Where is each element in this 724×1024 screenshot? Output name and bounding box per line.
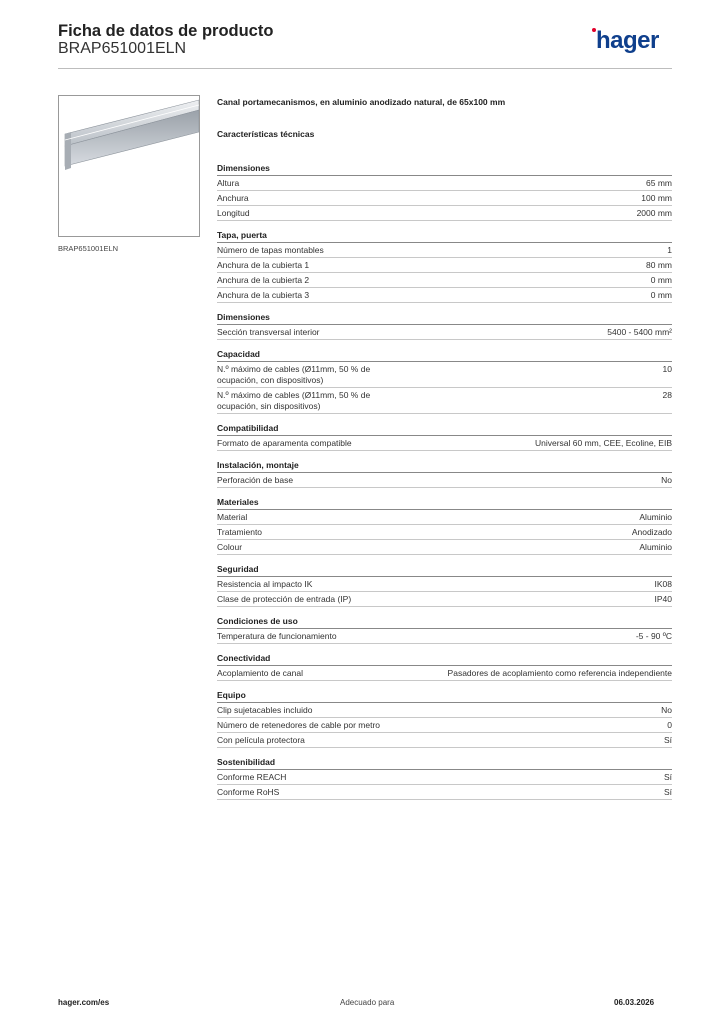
spec-label: Temperatura de funcionamiento bbox=[217, 631, 337, 641]
product-description: Canal portamecanismos, en aluminio anodizado natural, de 65x100 mm bbox=[217, 97, 506, 107]
spec-section bbox=[217, 344, 672, 418]
spec-label: Longitud bbox=[217, 208, 250, 218]
spec-label: Colour bbox=[217, 542, 243, 552]
spec-label: Conforme REACH bbox=[217, 772, 287, 782]
spec-value: Sí bbox=[663, 735, 672, 745]
section-title: Dimensiones bbox=[217, 307, 672, 325]
spec-label: N.º máximo de cables (Ø11mm, 50 % de ocupación, sin dispositivos) bbox=[217, 390, 371, 411]
spec-label: Anchura de la cubierta 3 bbox=[217, 290, 310, 300]
spec-value: IP40 bbox=[654, 594, 672, 604]
spec-section bbox=[217, 685, 672, 752]
spec-value: Pasadores de acoplamiento como referencia independiente bbox=[447, 668, 672, 678]
spec-row bbox=[217, 243, 672, 258]
spec-value: Aluminio bbox=[639, 542, 672, 552]
spec-row bbox=[217, 666, 672, 681]
spec-value: 10 bbox=[662, 364, 672, 374]
spec-row bbox=[217, 273, 672, 288]
spec-row bbox=[217, 785, 672, 800]
spec-value: 80 mm bbox=[646, 260, 672, 270]
spec-label: Con película protectora bbox=[217, 735, 305, 745]
spec-row bbox=[217, 703, 672, 718]
footer-date: 06.03.2026 bbox=[614, 998, 655, 1007]
header-divider bbox=[58, 68, 672, 69]
spec-row bbox=[217, 258, 672, 273]
spec-label: N.º máximo de cables (Ø11mm, 50 % de ocupación, con dispositivos) bbox=[217, 364, 371, 385]
spec-value: 2000 mm bbox=[636, 208, 672, 218]
spec-row bbox=[217, 629, 672, 644]
spec-label: Anchura de la cubierta 2 bbox=[217, 275, 310, 285]
section-title: Compatibilidad bbox=[217, 418, 672, 436]
section-title: Sostenibilidad bbox=[217, 752, 672, 770]
spec-label: Perforación de base bbox=[217, 475, 294, 485]
spec-sections bbox=[217, 158, 672, 804]
footer-center-text: Adecuado para bbox=[340, 998, 395, 1007]
section-title: Instalación, montaje bbox=[217, 455, 672, 473]
spec-section bbox=[217, 611, 672, 648]
spec-row bbox=[217, 770, 672, 785]
spec-value: 100 mm bbox=[641, 193, 672, 203]
spec-section bbox=[217, 418, 672, 455]
aluminium-channel-image bbox=[58, 95, 200, 237]
spec-value: 0 mm bbox=[650, 290, 672, 300]
section-title: Equipo bbox=[217, 685, 672, 703]
spec-label: Formato de aparamenta compatible bbox=[217, 438, 352, 448]
spec-value: Sí bbox=[663, 772, 672, 782]
spec-row bbox=[217, 176, 672, 191]
spec-row bbox=[217, 592, 672, 607]
spec-value: Universal 60 mm, CEE, Ecoline, EIB bbox=[535, 438, 672, 448]
spec-label: Resistencia al impacto IK bbox=[217, 579, 313, 589]
spec-value: 5400 - 5400 mm² bbox=[607, 327, 672, 337]
section-title: Dimensiones bbox=[217, 158, 672, 176]
spec-content bbox=[217, 97, 672, 804]
spec-row bbox=[217, 510, 672, 525]
spec-value: 0 mm bbox=[650, 275, 672, 285]
spec-label: Tratamiento bbox=[217, 527, 263, 537]
spec-row bbox=[217, 206, 672, 221]
spec-label: Clase de protección de entrada (IP) bbox=[217, 594, 352, 604]
section-title: Materiales bbox=[217, 492, 672, 510]
spec-row bbox=[217, 525, 672, 540]
spec-section bbox=[217, 455, 672, 492]
spec-value: 0 bbox=[667, 720, 672, 730]
spec-row bbox=[217, 325, 672, 340]
spec-section bbox=[217, 307, 672, 344]
spec-label: Material bbox=[217, 512, 248, 522]
tech-heading: Características técnicas bbox=[217, 129, 315, 139]
section-title: Condiciones de uso bbox=[217, 611, 672, 629]
spec-label: Conforme RoHS bbox=[217, 787, 280, 797]
spec-row bbox=[217, 362, 672, 388]
section-spacer bbox=[217, 800, 672, 804]
section-title: Tapa, puerta bbox=[217, 225, 672, 243]
section-title: Seguridad bbox=[217, 559, 672, 577]
spec-section bbox=[217, 492, 672, 559]
spec-label: Altura bbox=[217, 178, 240, 188]
product-code: BRAP651001ELN bbox=[58, 40, 187, 57]
spec-value: Anodizado bbox=[631, 527, 672, 537]
spec-row bbox=[217, 473, 672, 488]
spec-label: Anchura bbox=[217, 193, 249, 203]
section-title: Conectividad bbox=[217, 648, 672, 666]
spec-label: Número de retenedores de cable por metro bbox=[217, 720, 381, 730]
hager-logo bbox=[592, 28, 674, 58]
channel-illustration bbox=[59, 96, 199, 236]
spec-label: Sección transversal interior bbox=[217, 327, 320, 337]
spec-value: IK08 bbox=[654, 579, 672, 589]
spec-label: Acoplamiento de canal bbox=[217, 668, 304, 678]
spec-row bbox=[217, 540, 672, 555]
spec-section bbox=[217, 648, 672, 685]
image-caption: BRAP651001ELN bbox=[58, 244, 119, 253]
spec-section bbox=[217, 158, 672, 225]
spec-section bbox=[217, 559, 672, 611]
spec-label: Clip sujetacables incluido bbox=[217, 705, 313, 715]
spec-section bbox=[217, 225, 672, 307]
spec-value: Sí bbox=[663, 787, 672, 797]
spec-row bbox=[217, 388, 672, 414]
spec-row bbox=[217, 191, 672, 206]
section-title: Capacidad bbox=[217, 344, 672, 362]
spec-value: -5 - 90 ºC bbox=[635, 631, 672, 641]
spec-row bbox=[217, 288, 672, 303]
spec-section bbox=[217, 752, 672, 804]
spec-value: 28 bbox=[662, 390, 672, 400]
spec-value: Aluminio bbox=[639, 512, 672, 522]
footer-website[interactable]: hager.com/es bbox=[58, 998, 110, 1007]
spec-row bbox=[217, 718, 672, 733]
spec-value: 1 bbox=[667, 245, 672, 255]
spec-value: No bbox=[661, 705, 672, 715]
spec-row bbox=[217, 436, 672, 451]
spec-value: 65 mm bbox=[646, 178, 672, 188]
spec-row bbox=[217, 577, 672, 592]
page-title: Ficha de datos de producto bbox=[58, 22, 274, 40]
spec-row bbox=[217, 733, 672, 748]
spec-label: Número de tapas montables bbox=[217, 245, 324, 255]
spec-value: No bbox=[661, 475, 672, 485]
spec-label: Anchura de la cubierta 1 bbox=[217, 260, 310, 270]
logo-text: hager bbox=[596, 27, 659, 54]
